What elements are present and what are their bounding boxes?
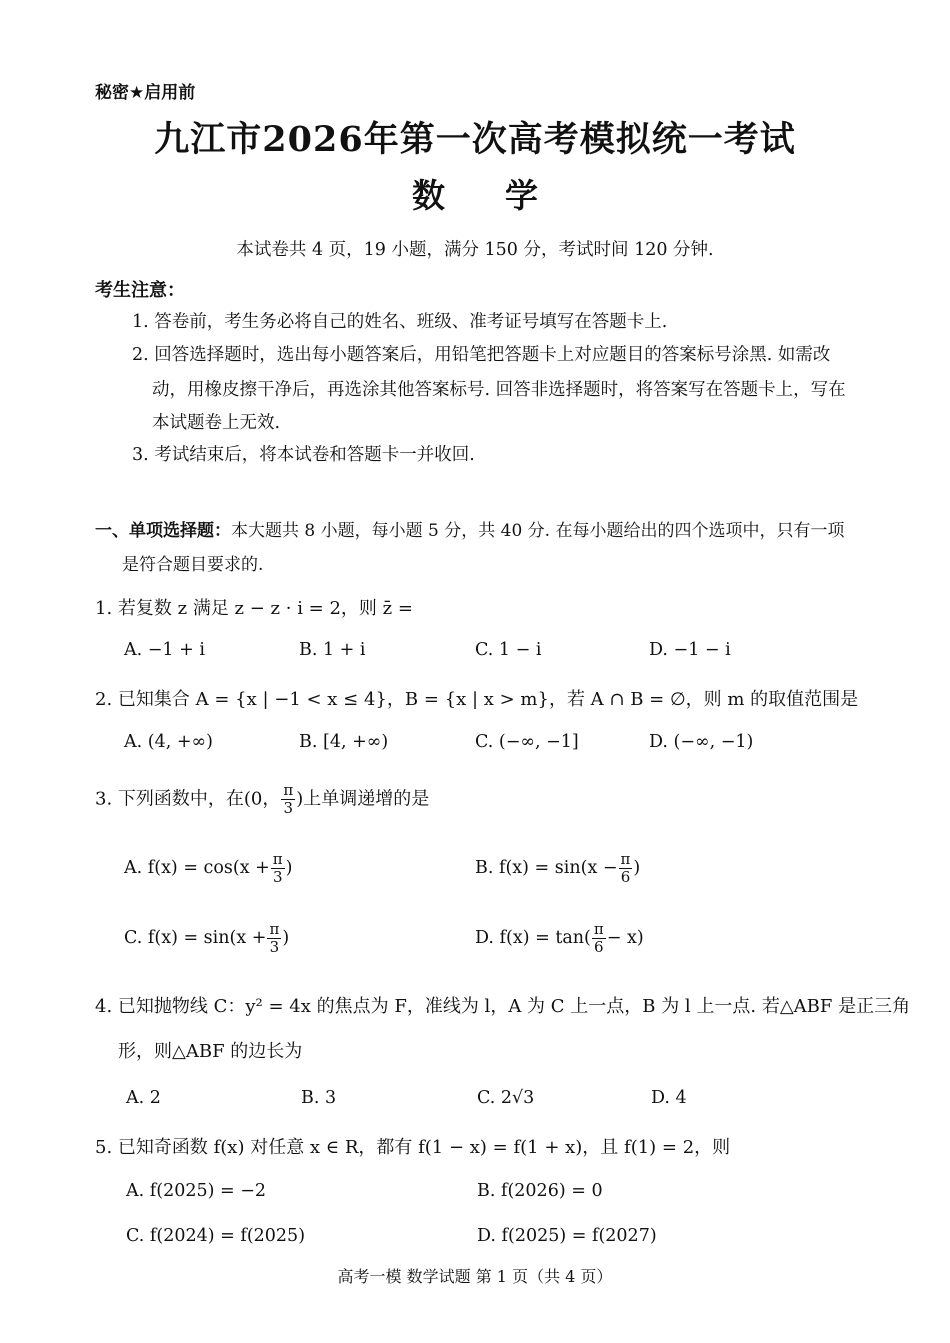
notice-item-1: 1. 答卷前，考生务必将自己的姓名、班级、准考证号填写在答题卡上. <box>132 312 668 332</box>
subject-char-2: 学 <box>505 176 538 215</box>
notice-title: 考生注意： <box>95 280 185 301</box>
section-1-line-1 <box>95 516 845 541</box>
option-d-tail: − x) <box>606 928 644 948</box>
question-1-option-c: C. 1 − i <box>475 640 542 660</box>
question-5-option-b: B. f(2026) = 0 <box>477 1181 603 1201</box>
fraction-pi-over-6 <box>592 922 606 955</box>
fraction-pi-over-6 <box>619 852 633 885</box>
option-c-text: C. f(x) = sin(x + <box>124 928 267 948</box>
fraction-den: 3 <box>269 938 280 956</box>
subject-title <box>0 170 950 217</box>
section-1-heading: 一、单项选择题： <box>95 521 231 541</box>
fraction-num: π <box>283 781 294 799</box>
question-4-stem-line-2: 形，则△ABF 的边长为 <box>118 1041 303 1062</box>
fraction-num: π <box>593 920 604 938</box>
question-5-option-a: A. f(2025) = −2 <box>126 1181 267 1201</box>
question-1-option-b: B. 1 + i <box>299 640 366 660</box>
question-5-option-d: D. f(2025) = f(2027) <box>477 1226 657 1246</box>
exam-title: 九江市2026年第一次高考模拟统一考试 <box>154 119 796 160</box>
question-4-stem-line-1: 4. 已知抛物线 C：y² = 4x 的焦点为 F，准线为 l，A 为 C 上一点，B 为 l 上一点. 若△ABF 是正三角 <box>95 996 911 1017</box>
question-5-stem: 5. 已知奇函数 f(x) 对任意 x ∈ R，都有 f(1 − x) = f(1 + x)，且 f(1) = 2，则 <box>95 1137 731 1158</box>
exam-info: 本试卷共 4 页，19 小题，满分 150 分，考试时间 120 分钟. <box>236 240 714 260</box>
question-4-option-a: A. 2 <box>126 1088 161 1108</box>
question-3-option-c <box>124 922 289 955</box>
option-d-text: D. f(x) = tan( <box>475 928 591 948</box>
question-5-option-c: C. f(2024) = f(2025) <box>126 1226 306 1246</box>
notice-item-2-line-2: 动，用橡皮擦干净后，再选涂其他答案标号. 回答非选择题时，将答案写在答题卡上，写在 <box>152 380 846 400</box>
question-4-option-d: D. 4 <box>651 1088 687 1108</box>
option-a-text: A. f(x) = cos(x + <box>124 858 270 878</box>
fraction-pi-over-3 <box>267 922 281 955</box>
question-3-stem-post: )上单调递增的是 <box>296 788 430 810</box>
question-2-option-c: C. (−∞, −1] <box>475 732 579 752</box>
question-3-option-b <box>475 852 640 885</box>
question-3-stem-pre: 3. 下列函数中，在(0， <box>95 788 281 810</box>
page-footer: 高考一模 数学试题 第 1 页（共 4 页） <box>337 1267 613 1286</box>
question-2-option-b: B. [4, +∞) <box>299 732 389 752</box>
fraction-den: 3 <box>272 868 283 886</box>
question-3-stem <box>95 783 429 816</box>
question-3-option-a <box>124 852 292 885</box>
question-1-stem: 1. 若复数 z 满足 z − z · i = 2，则 z̄ = <box>95 598 413 619</box>
secret-label: 秘密★启用前 <box>95 83 196 103</box>
section-1-desc: 本大题共 8 小题，每小题 5 分，共 40 分. 在每小题给出的四个选项中，只有一项 <box>231 521 845 541</box>
question-2-stem: 2. 已知集合 A = {x | −1 < x ≤ 4}，B = {x | x > m}，若 A ∩ B = ∅，则 m 的取值范围是 <box>95 689 859 710</box>
notice-item-2-line-1: 2. 回答选择题时，选出每小题答案后，用铅笔把答题卡上对应题目的答案标号涂黑. 如需改 <box>132 345 831 365</box>
fraction-den: 6 <box>594 938 604 956</box>
close-paren: ) <box>282 928 290 948</box>
fraction-num: π <box>620 850 631 868</box>
question-4-option-b: B. 3 <box>301 1088 337 1108</box>
fraction-num: π <box>269 920 280 938</box>
fraction-pi-over-3 <box>281 783 295 816</box>
close-paren: ) <box>285 858 293 878</box>
fraction-den: 6 <box>620 868 631 886</box>
notice-item-2-line-3: 本试题卷上无效. <box>152 413 281 433</box>
fraction-den: 3 <box>283 799 294 817</box>
notice-item-3: 3. 考试结束后，将本试卷和答题卡一并收回. <box>132 445 475 465</box>
fraction-pi-over-3 <box>271 852 285 885</box>
question-2-option-d: D. (−∞, −1) <box>649 732 754 752</box>
question-2-option-a: A. (4, +∞) <box>124 732 213 752</box>
section-1-line-2: 是符合题目要求的. <box>122 555 264 575</box>
question-1-option-a: A. −1 + i <box>124 640 205 660</box>
close-paren: ) <box>633 858 641 878</box>
option-b-text: B. f(x) = sin(x − <box>475 858 618 878</box>
question-3-option-d <box>475 922 644 955</box>
fraction-num: π <box>272 850 283 868</box>
question-1-option-d: D. −1 − i <box>649 640 731 660</box>
question-4-option-c: C. 2√3 <box>477 1088 535 1108</box>
subject-char-1: 数 <box>412 176 445 215</box>
